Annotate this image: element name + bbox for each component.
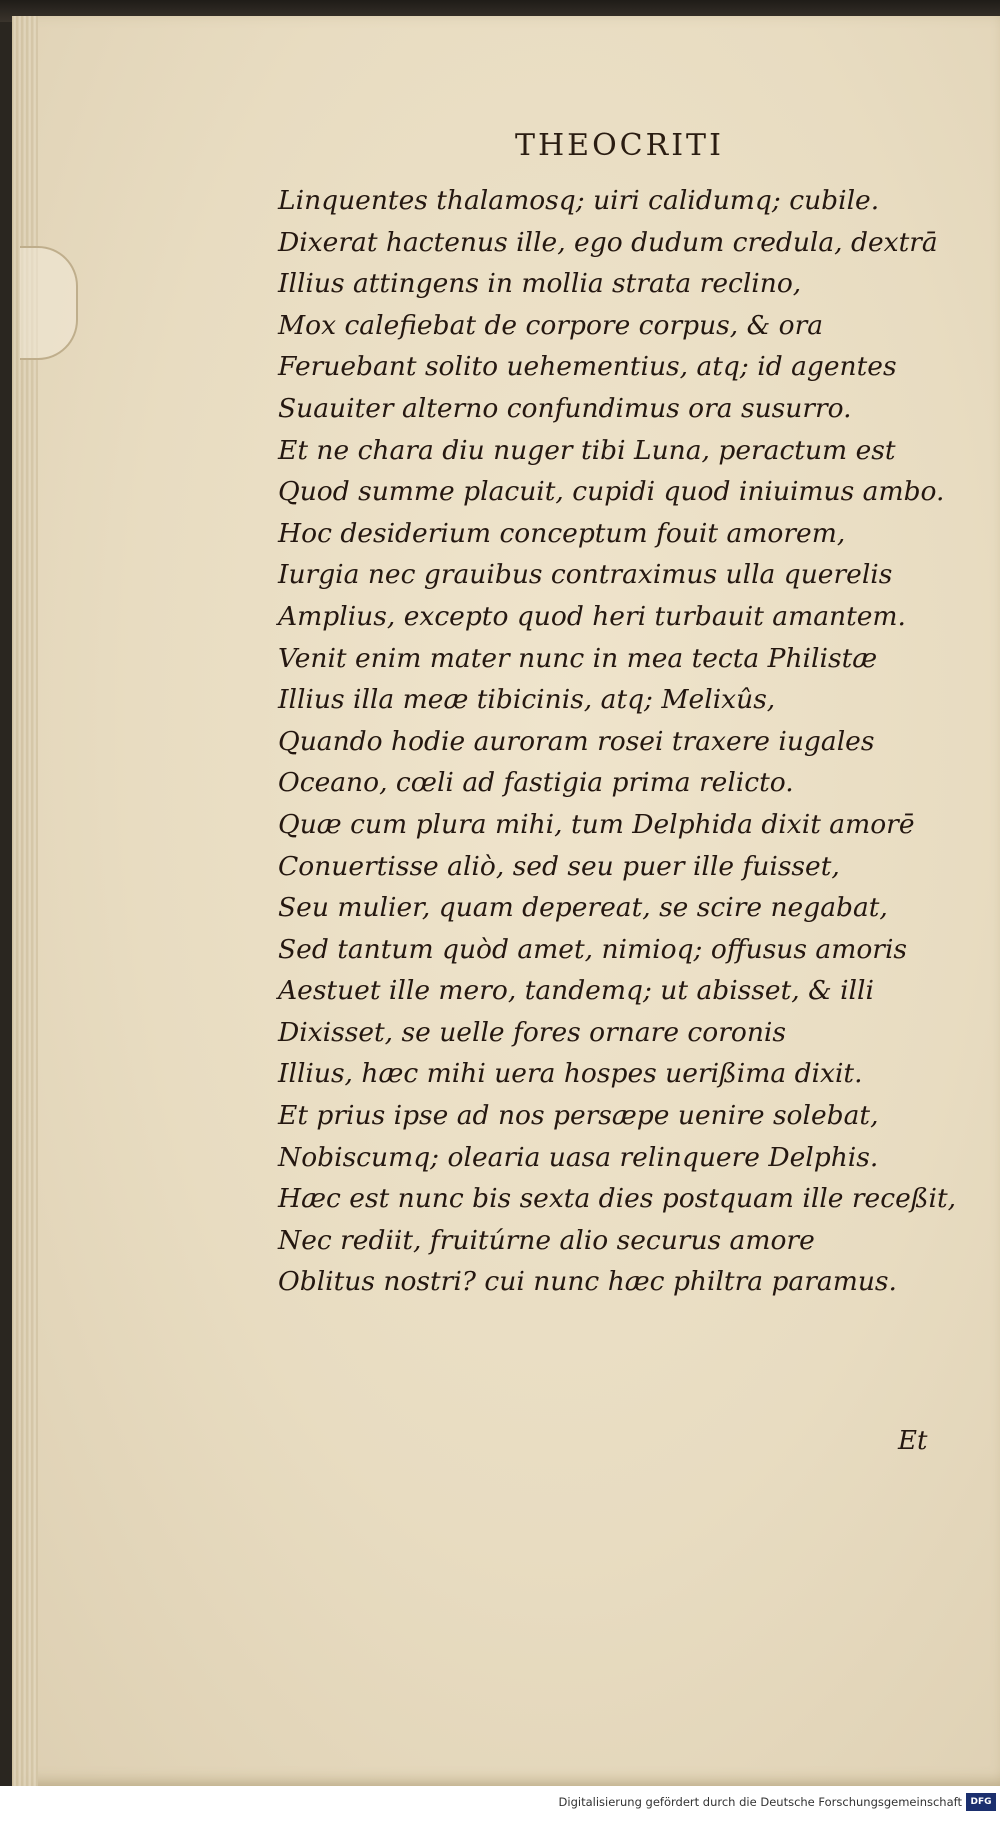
verse-line: Oceano, cœli ad fastigia prima relicto. (278, 767, 794, 799)
verse-line: Amplius, excepto quod heri turbauit amantem. (278, 600, 906, 632)
verse-line: Venit enim mater nunc in mea tecta Philistæ (278, 642, 878, 674)
footer-bar (0, 1786, 1000, 1821)
dfg-logo: DFG (966, 1793, 996, 1811)
verse-line: Iurgia nec grauibus contraximus ulla querelis (278, 559, 893, 591)
verse-line: Et prius ipse ad nos persæpe uenire solebat, (278, 1100, 879, 1132)
footer-credit: Digitalisierung gefördert durch die Deutsche Forschungsgemeinschaft (558, 1795, 962, 1809)
verse-line: Quæ cum plura mihi, tum Delphida dixit amorē (278, 808, 915, 840)
verse-line: Mox calefiebat de corpore corpus, & ora (278, 309, 824, 341)
running-header: THEOCRITI (515, 128, 724, 163)
verse-line: Illius, hæc mihi uera hospes uerißima dixit. (278, 1058, 863, 1090)
catchword: Et (898, 1426, 928, 1456)
verse-line: Nobiscumq; olearia uasa relinquere Delphis. (278, 1141, 879, 1173)
verse-line: Illius illa meæ tibicinis, atq; Melixûs, (278, 684, 776, 716)
verse-line: Aestuet ille mero, tandemq; ut abisset, & illi (278, 975, 874, 1007)
verse-line: Sed tantum quòd amet, nimioq; offusus amoris (278, 933, 908, 965)
verse-block (278, 180, 978, 1303)
verse-line: Dixerat hactenus ille, ego dudum credula, dextrā (278, 226, 938, 258)
verse-line: Conuertisse aliò, sed seu puer ille fuisset, (278, 850, 840, 882)
verse-line: Nec rediit, fruitúrne alio securus amore (278, 1224, 815, 1256)
verse-line: Linquentes thalamosq; uiri calidumq; cubile. (278, 185, 880, 216)
verse-line: Illius attingens in mollia strata reclino, (278, 268, 802, 300)
verse-line: Et ne chara diu nuger tibi Luna, peractum est (278, 434, 896, 466)
clip-shadow (20, 246, 78, 360)
verse-line: Quod summe placuit, cupidi quod iniuimus ambo. (278, 476, 945, 508)
verse-line: Suauiter alterno confundimus ora susurro. (278, 392, 852, 424)
verse-line: Dixisset, se uelle fores ornare coronis (278, 1016, 786, 1048)
verse-line: Oblitus nostri? cui nunc hæc philtra paramus. (278, 1266, 897, 1298)
verse-line: Hæc est nunc bis sexta dies postquam ille receßit, (278, 1183, 957, 1215)
verse-line: Feruebant solito uehementius, atq; id agentes (278, 351, 897, 383)
verse-line: Hoc desiderium conceptum fouit amorem, (278, 517, 846, 549)
verse-line: Quando hodie auroram rosei traxere iugales (278, 725, 875, 757)
verse-line: Seu mulier, quam depereat, se scire negabat, (278, 892, 888, 924)
